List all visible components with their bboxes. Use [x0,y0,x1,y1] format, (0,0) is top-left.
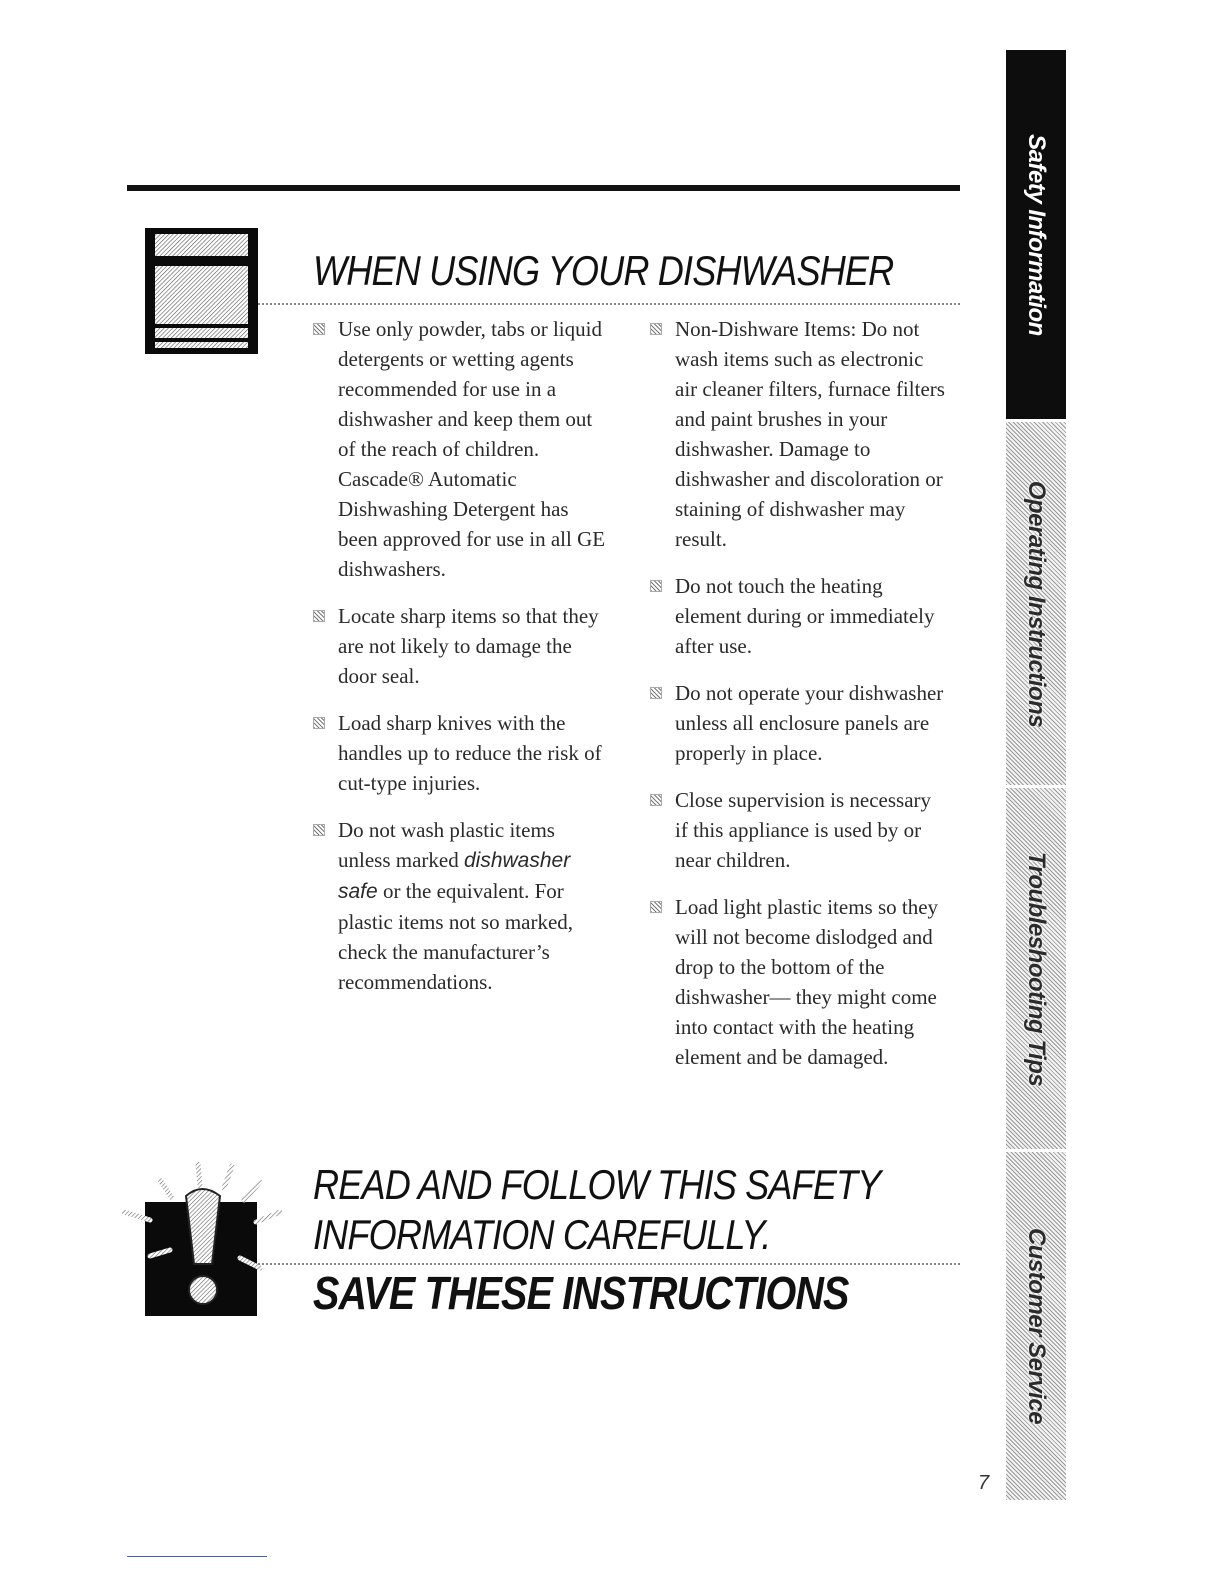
list-item: Close supervision is necessary if this appliance is used by or near children. [648,785,948,875]
bullet-square-icon [313,610,325,622]
left-column [311,314,611,1014]
bullet-square-icon [650,580,662,592]
bullet-square-icon [650,901,662,913]
exclamation-warning-icon [120,1160,290,1320]
bullet-square-icon [313,824,325,836]
tab-troubleshooting-tips[interactable]: Troubleshooting Tips [1006,788,1066,1152]
bullet-square-icon [650,323,662,335]
right-column [648,314,948,1089]
read-follow-heading: READ AND FOLLOW THIS SAFETY INFORMATION CAREFULLY. [313,1161,881,1258]
list-item: Non-Dishware Items: Do not wash items such as electronic air cleaner filters, furnace filters and paint brushes in your dishwasher. Damage to dishwasher and discoloration or staining of dishwasher may result. [648,314,948,554]
list-item: Load sharp knives with the handles up to reduce the risk of cut-type injuries. [311,708,611,798]
bullet-square-icon [313,717,325,729]
tab-operating-instructions[interactable]: Operating Instructions [1006,422,1066,788]
tab-customer-service[interactable]: Customer Service [1006,1152,1066,1500]
dishwasher-safe-term: dishwasher safe [338,849,571,903]
bullet-square-icon [650,687,662,699]
save-instructions-heading: SAVE THESE INSTRUCTIONS [313,1267,849,1319]
section-divider [258,303,960,305]
side-tabs [1006,50,1066,1500]
list-item: Do not touch the heating element during or immediately after use. [648,571,948,661]
page-number: 7 [978,1472,990,1494]
tab-safety-information[interactable]: Safety Information [1006,50,1066,422]
list-item: Use only powder, tabs or liquid detergents or wetting agents recommended for use in a dishwasher and keep them out of the reach of children. Cascade® Automatic Dishwashing Detergent has been approved for use in all GE dishwashers. [311,314,611,584]
dishwasher-icon [145,228,258,354]
save-divider [258,1263,960,1265]
list-item: Locate sharp items so that they are not likely to damage the door seal. [311,601,611,691]
bullet-square-icon [313,323,325,335]
top-rule [127,185,960,191]
bottom-rule [127,1556,267,1557]
list-item: Load light plastic items so they will not become dislodged and drop to the bottom of the dishwasher— they might come into contact with the heating element and be damaged. [648,892,948,1072]
bullet-square-icon [650,794,662,806]
section-title: WHEN USING YOUR DISHWASHER [313,247,894,294]
list-item: Do not operate your dishwasher unless all enclosure panels are properly in place. [648,678,948,768]
list-item: Do not wash plastic items unless marked dishwasher safe or the equivalent. For plastic items not so marked, check the manufacturer’s recommendations. [311,815,611,997]
